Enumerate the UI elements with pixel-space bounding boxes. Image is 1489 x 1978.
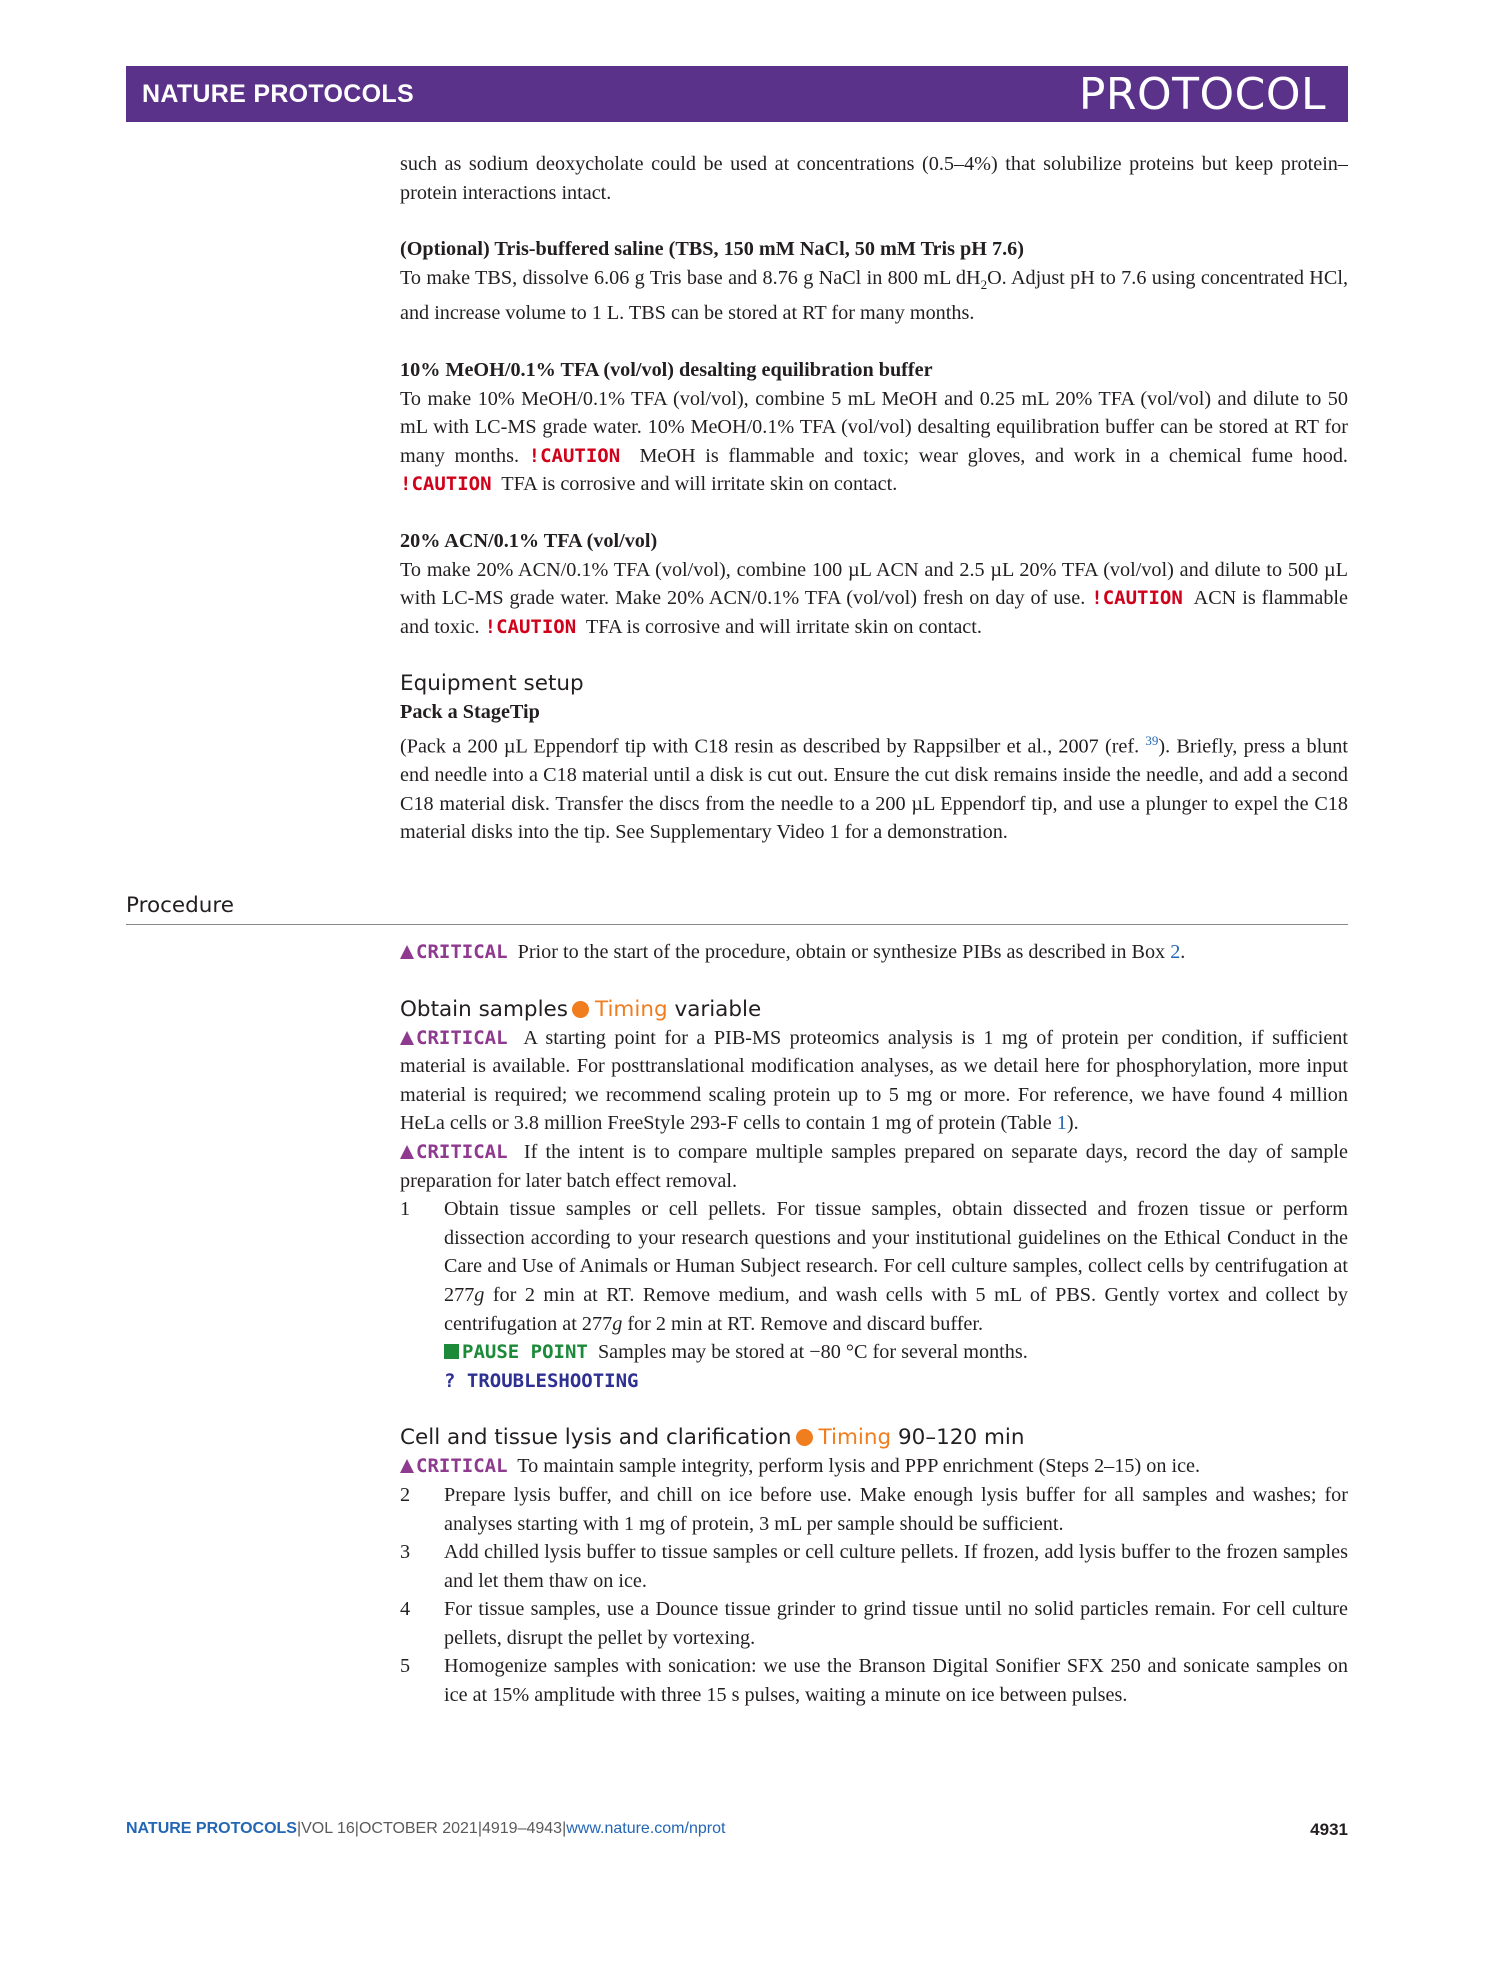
lysis-heading: Cell and tissue lysis and clarification Timing 90–120 min	[400, 1425, 1025, 1451]
step-text: Obtain tissue samples or cell pellets. For tissue samples, obtain dissected and frozen tissue or perform dissection according to your research questions and your institutional guidelines on the Ethical Conduct in the Care and Use of Animals or Human Subject research. For cell culture samples, collect cells by centrifugation at 277g for 2 min at RT. Remove medium, and wash cells with 5 mL of PBS. Gently vortex and collect by centrifugation at 277g for 2 min at RT. Remove and discard buffer.	[444, 1198, 1348, 1335]
journal-header	[126, 66, 1348, 122]
reagent-setup-column	[400, 150, 1348, 847]
caution-label: !CAUTION	[484, 615, 577, 638]
procedure-step	[400, 1538, 1348, 1595]
table-link[interactable]: 1	[1056, 1112, 1067, 1135]
obtain-samples-heading: Obtain samples Timing variable	[400, 996, 762, 1022]
stagetip-text: (Pack a 200 µL Eppendorf tip with C18 resin as described by Rappsilber et al., 2007 (ref. $^{39}$). Briefly, press a blunt end needle into a C18 material until a disk is cut out. Ensure the cut disk remains inside the needle, and add a second C18 material disk. Transfer the discs from the needle to a 200 µL Eppendorf tip, and use a plunger to expel the C18 material disks into the tip. See Supplementary Video 1 for a demonstration.	[400, 732, 1348, 844]
stagetip-title: Pack a StageTip	[400, 701, 540, 724]
procedure-step	[400, 1481, 1348, 1538]
top-paragraph: such as sodium deoxycholate could be used at concentrations (0.5–4%) that solubilize proteins but keep protein–protein interactions intact.	[400, 153, 1348, 204]
acn-title: 20% ACN/0.1% TFA (vol/vol)	[400, 529, 658, 552]
critical-triangle-icon	[400, 1145, 414, 1159]
caution-label: !CAUTION	[528, 444, 621, 467]
pause-square-icon	[444, 1344, 459, 1359]
pause-point: PAUSE POINT Samples may be stored at −80 °C for several months.	[444, 1338, 1348, 1367]
step-number: 2	[400, 1483, 411, 1506]
procedure-step	[400, 1195, 1348, 1395]
meoh-text: To make 10% MeOH/0.1% TFA (vol/vol), combine 5 mL MeOH and 0.25 mL 20% TFA (vol/vol) and dilute to 50 mL with LC-MS grade water. 10% MeOH/0.1% TFA (vol/vol) desalting equilibration buffer can be stored at RT for many months. !CAUTION MeOH is flammable and toxic; wear gloves, and work in a chemical fume hood. !CAUTION TFA is corrosive and will irritate skin on contact.	[400, 387, 1348, 496]
critical-note: CRITICAL To maintain sample integrity, perform lysis and PPP enrichment (Steps 2–15) on ice.	[400, 1452, 1348, 1481]
step-number: 4	[400, 1598, 411, 1621]
step-text: For tissue samples, use a Dounce tissue grinder to grind tissue until no solid particles remain. For cell culture pellets, disrupt the pellet by vortexing.	[444, 1598, 1348, 1649]
critical-note: CRITICAL If the intent is to compare multiple samples prepared on separate days, record the day of sample preparation for later batch effect removal.	[400, 1140, 1348, 1192]
step-text: Add chilled lysis buffer to tissue samples or cell culture pellets. If frozen, add lysis buffer to the frozen samples and let them thaw on ice.	[444, 1541, 1348, 1592]
footer-date: OCTOBER 2021	[358, 1820, 478, 1837]
step-number: 3	[400, 1541, 411, 1564]
acn-text: To make 20% ACN/0.1% TFA (vol/vol), combine 100 µL ACN and 2.5 µL 20% TFA (vol/vol) and dilute to 500 µL with LC-MS grade water. Make 20% ACN/0.1% TFA (vol/vol) fresh on day of use. !CAUTION ACN is flammable and toxic. !CAUTION TFA is corrosive and will irritate skin on contact.	[400, 558, 1348, 638]
step-number: 5	[400, 1655, 411, 1678]
procedure-step	[400, 1595, 1348, 1652]
timing-clock-icon	[796, 1429, 813, 1446]
timing-clock-icon	[572, 1001, 589, 1018]
tbs-text: To make TBS, dissolve 6.06 g Tris base and 8.76 g NaCl in 800 mL $dH_2O$. Adjust pH to 7.6 using concentrated HCl, and increase volume to 1 L. TBS can be stored at RT for many months.	[400, 266, 1349, 325]
critical-note: CRITICAL A starting point for a PIB-MS proteomics analysis is 1 mg of protein per condition, if sufficient material is available. For posttranslational modification analyses, as we detail here for phosphorylation, more input material is required; we recommend scaling protein up to 5 mg or more. For reference, we have found 4 million HeLa cells or 3.8 million FreeStyle 293-F cells to contain 1 mg of protein (Table 1).	[400, 1026, 1348, 1135]
footer-journal: NATURE PROTOCOLS	[126, 1820, 297, 1837]
critical-note: CRITICAL Prior to the start of the procedure, obtain or synthesize PIBs as described in Box 2.	[400, 938, 1348, 967]
equipment-setup-heading: Equipment setup	[400, 671, 584, 697]
ref-link[interactable]: 39	[1145, 732, 1159, 748]
caution-label: !CAUTION	[400, 473, 492, 496]
tbs-title: (Optional) Tris-buffered saline (TBS, 150 mM NaCl, 50 mM Tris pH 7.6)	[400, 238, 1024, 261]
page-footer: NATURE PROTOCOLS|VOL 16|OCTOBER 2021|4919–4943|www.nature.com/nprot 4931	[126, 1820, 1348, 1839]
footer-url[interactable]: www.nature.com/nprot	[566, 1820, 726, 1837]
step-text: Homogenize samples with sonication: we use the Branson Digital Sonifier SFX 250 and sonicate samples on ice at 15% amplitude with three 15 s pulses, waiting a minute on ice between pulses.	[444, 1655, 1348, 1707]
article-type: PROTOCOL	[1078, 69, 1326, 120]
meoh-title: 10% MeOH/0.1% TFA (vol/vol) desalting equilibration buffer	[400, 359, 933, 381]
procedure-column	[400, 938, 1348, 1710]
step-number: 1	[400, 1198, 411, 1221]
critical-triangle-icon	[400, 945, 414, 959]
procedure-divider	[126, 924, 1348, 925]
caution-label: !CAUTION	[1091, 587, 1183, 610]
procedure-section-title: Procedure	[126, 893, 235, 918]
step-text: Prepare lysis buffer, and chill on ice before use. Make enough lysis buffer for all samples and washes; for analyses starting with 1 mg of protein, 3 mL per sample should be sufficient.	[444, 1483, 1348, 1535]
critical-triangle-icon	[400, 1459, 414, 1473]
footer-volume: VOL 16	[301, 1820, 355, 1837]
journal-name: NATURE PROTOCOLS	[142, 80, 414, 108]
footer-pages: 4919–4943	[481, 1820, 563, 1837]
critical-triangle-icon	[400, 1031, 414, 1045]
troubleshooting-link[interactable]: ? TROUBLESHOOTING	[444, 1369, 639, 1392]
box-link[interactable]: 2	[1170, 941, 1181, 963]
page-number: 4931	[1310, 1820, 1348, 1839]
procedure-step	[400, 1652, 1348, 1709]
